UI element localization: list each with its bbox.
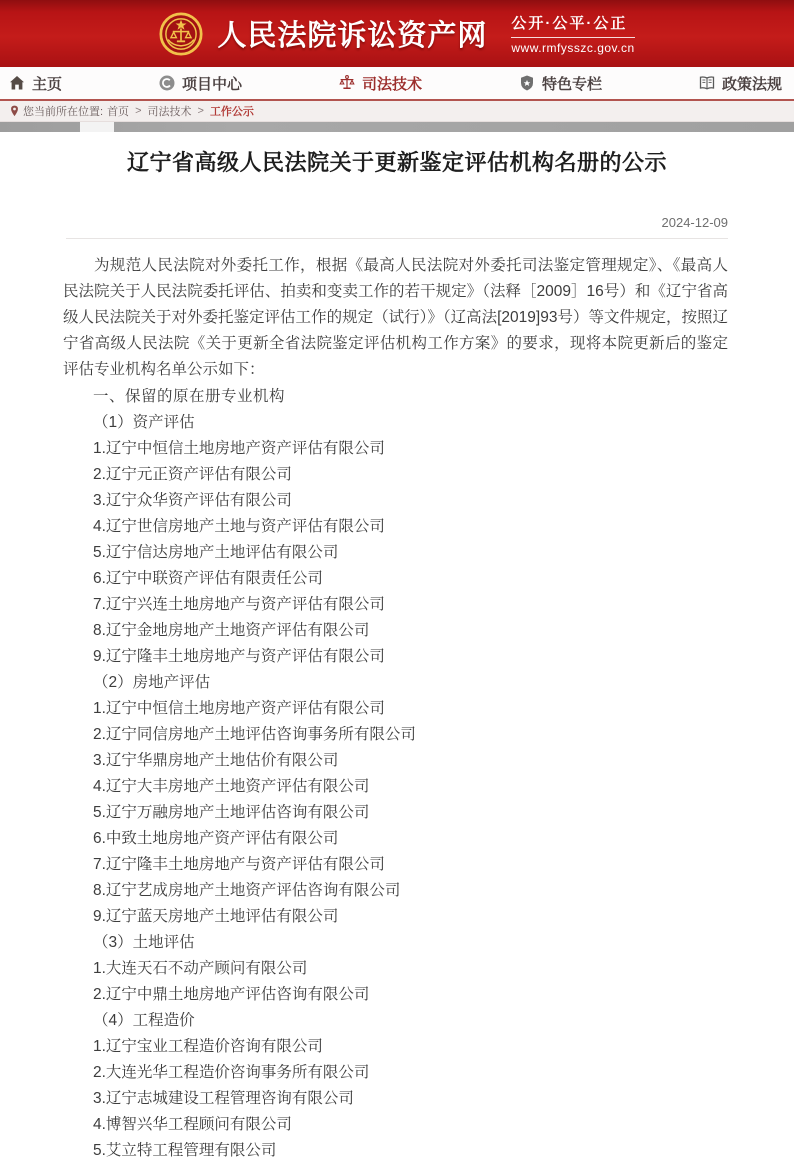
breadcrumb-home[interactable]: 首页 xyxy=(107,106,130,118)
org-item: 7.辽宁隆丰土地房地产与资产评估有限公司 xyxy=(93,856,385,873)
org-item: 8.辽宁金地房地产土地资产评估有限公司 xyxy=(93,622,370,639)
slogan-divider xyxy=(511,37,634,38)
org-item: 5.辽宁信达房地产土地评估有限公司 xyxy=(93,544,339,561)
subsection-heading: （1）资产评估 xyxy=(93,414,195,431)
page-top-divider xyxy=(0,122,794,132)
org-item: 3.辽宁志城建设工程管理咨询有限公司 xyxy=(93,1090,354,1107)
article xyxy=(0,132,794,1164)
nav-item-judicial-tech[interactable] xyxy=(338,73,422,94)
slogan-block xyxy=(511,12,634,55)
nav-item-label: 主页 xyxy=(32,75,63,93)
main-nav xyxy=(0,67,794,101)
location-pin-icon xyxy=(10,105,19,117)
org-item: 8.辽宁艺成房地产土地资产评估咨询有限公司 xyxy=(93,882,401,899)
lead-paragraph: 为规范人民法院对外委托工作，根据《最高人民法院对外委托司法鉴定管理规定》、《最高人民法院关于人民法院委托评估、拍卖和变卖工作的若干规定》（法释［2009］16号）和《辽宁省高级人民法院关于对外委托鉴定评估工作的规定（试行）》（辽高法[2019]93号）等文件规定，按照辽宁省高级人民法院《关于更新全省法院鉴定评估机构工作方案》的要求，现将本院更新后的鉴定评估专业机构名单公示如下： xyxy=(63,257,728,378)
scales-icon xyxy=(338,74,356,92)
brand-group xyxy=(159,12,634,56)
section-heading: 一、保留的原在册专业机构 xyxy=(93,388,286,405)
org-list xyxy=(63,384,728,1164)
article-date: 2024-12-09 xyxy=(661,215,728,230)
org-item: 5.艾立特工程管理有限公司 xyxy=(93,1142,277,1159)
site-url: www.rmfysszc.gov.cn xyxy=(511,41,635,55)
nav-item-home[interactable] xyxy=(8,73,62,94)
org-item: 4.博智兴华工程顾问有限公司 xyxy=(93,1116,292,1133)
breadcrumb-prefix: 您当前所在位置: xyxy=(23,106,104,118)
org-item: 9.辽宁蓝天房地产土地评估有限公司 xyxy=(93,908,339,925)
home-icon xyxy=(8,74,26,92)
org-item: 1.大连天石不动产顾问有限公司 xyxy=(93,960,308,977)
org-item: 2.辽宁元正资产评估有限公司 xyxy=(93,466,292,483)
book-icon xyxy=(698,74,716,92)
project-center-icon xyxy=(158,74,176,92)
org-item: 2.辽宁同信房地产土地评估咨询事务所有限公司 xyxy=(93,726,416,743)
subsection-heading: （2）房地产评估 xyxy=(93,674,211,691)
shield-star-icon xyxy=(518,74,536,92)
org-item: 1.辽宁中恒信土地房地产资产评估有限公司 xyxy=(93,440,385,457)
org-item: 3.辽宁众华资产评估有限公司 xyxy=(93,492,292,509)
breadcrumb-current[interactable]: 工作公示 xyxy=(209,106,254,118)
nav-item-label: 政策法规 xyxy=(721,75,782,93)
article-body xyxy=(0,239,794,1164)
org-item: 1.辽宁宝业工程造价咨询有限公司 xyxy=(93,1038,323,1055)
org-item: 3.辽宁华鼎房地产土地估价有限公司 xyxy=(93,752,339,769)
org-item: 2.辽宁中鼎土地房地产评估咨询有限公司 xyxy=(93,986,370,1003)
org-item: 1.辽宁中恒信土地房地产资产评估有限公司 xyxy=(93,700,385,717)
subsection-heading: （3）土地评估 xyxy=(93,934,195,951)
org-item: 4.辽宁世信房地产土地与资产评估有限公司 xyxy=(93,518,385,535)
nav-item-label: 项目中心 xyxy=(181,75,242,93)
nav-item-label: 特色专栏 xyxy=(541,75,602,93)
nav-item-label: 司法技术 xyxy=(361,75,422,93)
site-header xyxy=(0,0,794,67)
breadcrumb xyxy=(0,101,794,122)
subsection-heading: （4）工程造价 xyxy=(93,1012,195,1029)
site-title: 人民法院诉讼资产网 xyxy=(217,20,488,52)
breadcrumb-separator: > xyxy=(135,105,142,117)
org-item: 6.中致土地房地产资产评估有限公司 xyxy=(93,830,339,847)
org-item: 7.辽宁兴连土地房地产与资产评估有限公司 xyxy=(93,596,385,613)
site-slogan: 公开·公平·公正 xyxy=(511,15,628,32)
divider-notch xyxy=(80,122,114,132)
court-emblem-icon xyxy=(159,12,203,56)
org-item: 4.辽宁大丰房地产土地资产评估有限公司 xyxy=(93,778,370,795)
nav-item-featured-column[interactable] xyxy=(518,73,602,94)
nav-item-project-center[interactable] xyxy=(158,73,242,94)
org-item: 6.辽宁中联资产评估有限责任公司 xyxy=(93,570,323,587)
nav-item-policy[interactable] xyxy=(698,73,782,94)
org-item: 5.辽宁万融房地产土地评估咨询有限公司 xyxy=(93,804,370,821)
breadcrumb-separator: > xyxy=(197,105,204,117)
article-title: 辽宁省高级人民法院关于更新鉴定评估机构名册的公示 xyxy=(126,150,667,175)
breadcrumb-judicial-tech[interactable]: 司法技术 xyxy=(147,106,192,118)
org-item: 2.大连光华工程造价咨询事务所有限公司 xyxy=(93,1064,370,1081)
org-item: 9.辽宁隆丰土地房地产与资产评估有限公司 xyxy=(93,648,385,665)
